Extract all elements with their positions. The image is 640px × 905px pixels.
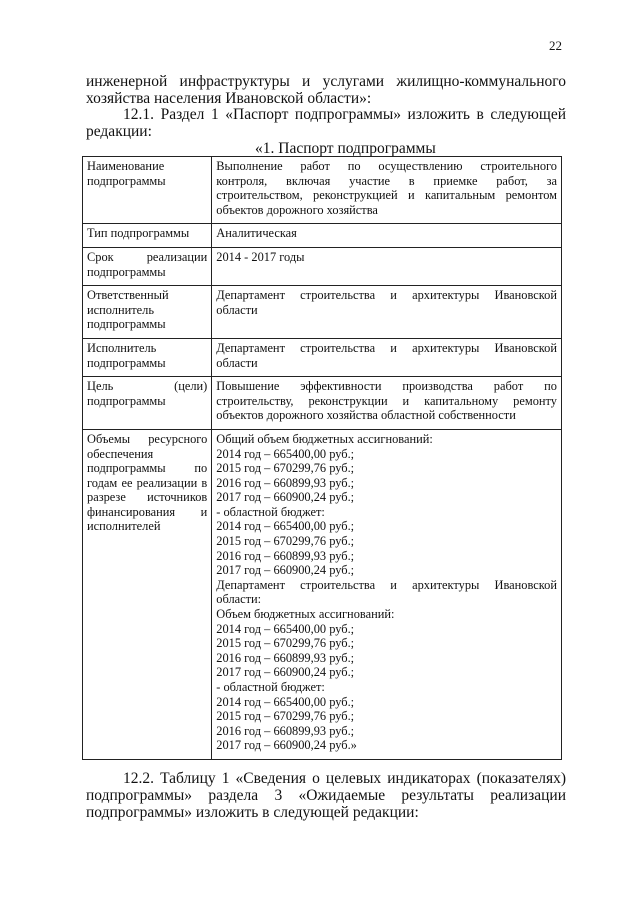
table-row — [83, 338, 562, 376]
table-row — [83, 224, 562, 248]
row-label-line: подпрограммы — [87, 317, 166, 332]
row-value-line: 2015 год – 670299,76 руб.; — [216, 534, 355, 549]
row-value-line: 2017 год – 660900,24 руб.» — [216, 738, 357, 753]
row-label-line: обеспечения — [87, 446, 154, 461]
row-value-line: Аналитическая — [216, 226, 297, 241]
row-value-line: 2015 год – 670299,76 руб.; — [216, 461, 355, 476]
row-label-line: Исполнитель — [87, 340, 157, 355]
row-value-line: объектов дорожного хозяйства — [216, 202, 378, 217]
row-value-line: Департамент строительства и архитектуры Ивановской — [216, 340, 557, 355]
passport-table — [82, 156, 562, 760]
row-label-line: подпрограммы — [87, 264, 166, 279]
row-value-line: 2014 год – 665400,00 руб.; — [216, 621, 355, 636]
row-value-line: 2016 год – 660899,93 руб.; — [216, 548, 355, 563]
table-row — [83, 377, 562, 430]
row-value-line: Повышение эффективности производства работ по — [216, 379, 557, 394]
row-value-line: Выполнение работ по осуществлению строительного — [216, 159, 557, 173]
row-value-line: 2016 год – 660899,93 руб.; — [216, 475, 355, 490]
row-value-cell — [212, 429, 562, 759]
row-value-line: строительством, реконструкцией и капитальным ремонтом — [216, 188, 557, 203]
row-value-line: 2015 год – 670299,76 руб.; — [216, 636, 355, 651]
row-value-line: - областной бюджет: — [216, 504, 325, 519]
row-value-line: - областной бюджет: — [216, 680, 325, 694]
row-label-line: Ответственный — [87, 288, 169, 303]
row-value-line: 2016 год – 660899,93 руб.; — [216, 723, 355, 738]
row-value-cell — [212, 286, 562, 339]
row-value-line: Объем бюджетных ассигнований: — [216, 607, 395, 622]
row-value-line: строительству, реконструкции и капитальному ремонту — [216, 393, 557, 408]
row-value-line: 2014 год – 665400,00 руб.; — [216, 446, 355, 461]
row-value-line: 2017 год – 660900,24 руб.; — [216, 563, 355, 578]
row-label-line: Срок реализации — [87, 249, 208, 264]
page-number: 22 — [549, 38, 562, 53]
row-value-cell — [212, 224, 562, 248]
intro-line: инженерной инфраструктуры и услугами жилищно-коммунального — [86, 73, 566, 90]
row-label-cell — [83, 377, 212, 430]
table-row — [83, 286, 562, 339]
row-value-line: области — [216, 355, 258, 370]
intro-paragraph — [86, 73, 566, 107]
clause-12-2-line: подпрограммы» изложить в следующей редакции: — [86, 804, 419, 821]
row-label-line: годам ее реализации в — [87, 475, 208, 490]
row-label-cell — [83, 286, 212, 339]
passport-table-body — [83, 157, 562, 760]
row-label-line: исполнителей — [87, 519, 161, 534]
row-label-cell — [83, 157, 212, 224]
row-value-line: области — [216, 302, 258, 317]
row-label-line: подпрограммы — [87, 355, 166, 370]
row-value-line: 2016 год – 660899,93 руб.; — [216, 650, 355, 665]
row-label-line: финансирования и — [87, 504, 208, 519]
intro-line: хозяйства населения Ивановской области»: — [86, 90, 372, 107]
clause-12-1-line: 12.1. Раздел 1 «Паспорт подпрограммы» изложить в следующей — [123, 106, 566, 123]
row-value-line: контроля, включая участие в приемке работ, за — [216, 173, 557, 188]
clause-12-2-line: 12.2. Таблицу 1 «Сведения о целевых индикаторах (показателях) — [123, 770, 566, 787]
row-value-line: Департамент строительства и архитектуры Ивановской — [216, 577, 557, 592]
row-value-line: 2017 год – 660900,24 руб.; — [216, 490, 355, 505]
row-value-line: 2014 год – 665400,00 руб.; — [216, 519, 355, 534]
row-value-cell — [212, 377, 562, 430]
row-value-cell — [212, 338, 562, 376]
row-label-line: Объемы ресурсного — [87, 431, 208, 446]
row-value-cell — [212, 247, 562, 285]
row-label-line: исполнитель — [87, 302, 154, 317]
row-label-line: подпрограммы — [87, 393, 166, 408]
row-value-line: области: — [216, 592, 262, 607]
row-label-line: Наименование — [87, 159, 165, 173]
row-value-cell — [212, 157, 562, 224]
row-value-line: 2014 год – 665400,00 руб.; — [216, 694, 355, 709]
clause-12-2-paragraph — [86, 770, 566, 821]
row-label-line: подпрограммы — [87, 173, 166, 188]
row-value-line: 2017 год – 660900,24 руб.; — [216, 665, 355, 680]
clause-12-2-line: подпрограммы» раздела 3 «Ожидаемые результаты реализации — [86, 787, 566, 804]
row-value-line: Департамент строительства и архитектуры Ивановской — [216, 288, 557, 303]
row-value-line: 2014 - 2017 годы — [216, 249, 305, 264]
row-value-line: объектов дорожного хозяйства областной собственности — [216, 408, 516, 423]
row-label-line: Тип подпрограммы — [87, 226, 190, 241]
row-label-cell — [83, 247, 212, 285]
table-row — [83, 247, 562, 285]
row-label-line: разрезе источников — [87, 490, 208, 505]
table-title: «1. Паспорт подпрограммы — [255, 140, 436, 157]
table-row — [83, 429, 562, 759]
row-label-line: Цель (цели) — [87, 379, 208, 394]
row-value-line: 2015 год – 670299,76 руб.; — [216, 709, 355, 724]
table-row — [83, 157, 562, 224]
row-label-cell — [83, 224, 212, 248]
row-label-line: подпрограммы по — [87, 461, 208, 476]
clause-12-1-paragraph — [86, 106, 566, 140]
row-label-cell — [83, 338, 212, 376]
row-label-cell — [83, 429, 212, 759]
clause-12-1-line: редакции: — [86, 123, 152, 140]
row-value-line: Общий объем бюджетных ассигнований: — [216, 431, 433, 446]
